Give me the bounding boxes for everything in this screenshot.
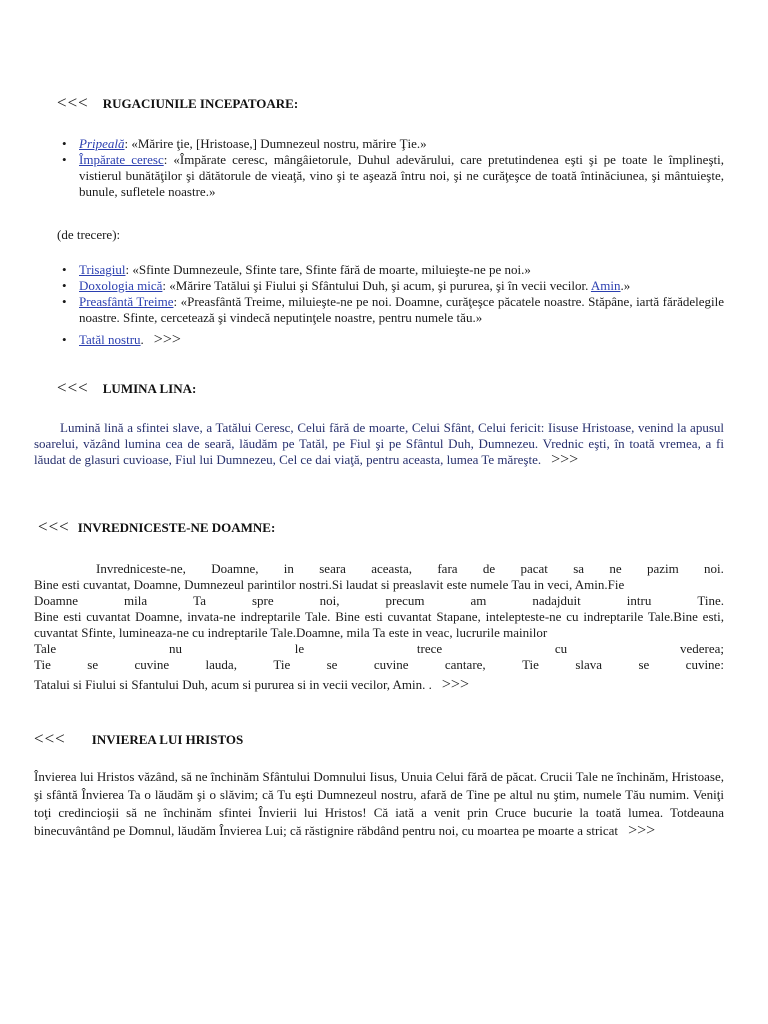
item-text: .» (620, 278, 631, 293)
text-line-4: Bine esti cuvantat Doamne, invata-ne indreptarile Tale. Bine esti cuvantat Stapane, intelepteste-ne cu indreptarile Tale.Bine esti, cuvantat Sfinte, lumineaza-ne cu indreptarile Tale.Doamne, mila Ta este in veac, lucrurile mainilor (34, 609, 724, 640)
link-pripeala[interactable]: Pripeală (79, 136, 125, 151)
item-text: : «Împărate ceresc, mângâietorule, Duhul adevărului, care pretutindenea eşti şi pe toate le împlineşti, vistierul bunătăţilor şi dătătorule de vieaţă, vino şi te aşează întru noi, şi ne curăţeşce de toată întinăciunea, şi mântuieşte, bunule, sufletele noastre.» (79, 152, 724, 199)
link-tatal-nostru[interactable]: Tatăl nostru (79, 332, 141, 347)
back-arrows-link[interactable]: <<< (34, 729, 66, 748)
back-arrows-link[interactable]: <<< (57, 93, 89, 112)
link-amin[interactable]: Amin (590, 278, 621, 293)
link-imparate-ceresc[interactable]: Împărate ceresc (79, 152, 164, 167)
text-line-6: Tie se cuvine lauda, Tie se cuvine cantare, Tie slava se cuvine: (34, 657, 724, 672)
forward-arrows-link[interactable]: >>> (441, 676, 469, 693)
text-line-5: Tale nu le trece cu vederea; (34, 641, 724, 656)
section-title-invredniceste: INVREDNICESTE-NE DOAMNE: (77, 520, 276, 535)
link-trisagiul[interactable]: Trisagiul (79, 262, 126, 277)
list-item-imparate-ceresc (62, 152, 724, 200)
invierea-text: Învierea lui Hristos văzând, să ne închinăm Sfântului Domnului Iisus, Unuia Celui fără de păcat. Crucii Tale ne închinăm, Hristoase, şi sfântă Învierea Ta o lăudăm şi o slăvim; că Tu eşti Dumnezeul nostru, afară de Tine pe altul nu ştim, numele Tău numim. Veniţi toţi credincioşii să ne închinăm sfintei Învierii lui Hristos! Că iată a venit prin Cruce bucurie la toată lumea. Totdeauna binecuvântând pe Domnul, lăudăm Învierea Lui; că răstignire răbdând pentru noi, cu moartea pe moarte a stricat (34, 769, 724, 838)
back-arrows-link[interactable]: <<< (57, 378, 89, 397)
item-text: : «Mărire ţie, [Hristoase,] Dumnezeul nostru, mărire Ţie.» (124, 136, 427, 151)
closing-text: Tatalui si Fiului si Sfantului Duh, acum si pururea si in vecii vecilor, Amin. . (34, 677, 432, 692)
forward-arrows-link[interactable]: >>> (153, 331, 181, 348)
forward-arrows-link[interactable]: >>> (551, 451, 579, 468)
section-title-invierea: INVIEREA LUI HRISTOS (91, 732, 244, 747)
de-trecere-label: (de trecere): (57, 227, 121, 242)
back-arrows-link[interactable]: <<< (38, 517, 70, 536)
list-item-pripeala (62, 136, 724, 152)
item-text: : «Sfinte Dumnezeule, Sfinte tare, Sfinte fără de moarte, miluieşte-ne pe noi.» (125, 262, 531, 277)
section-header-lumina-lina (57, 380, 196, 397)
lumina-lina-text: Lumină lină a sfintei slave, a Tatălui Ceresc, Celui fără de moarte, Celui Sfânt, Celui fericit: Iisuse Hristoase, venind la apusul soarelui, văzând lumina cea de seară, lăudăm pe Tatăl, pe Fiul şi pe Sfântul Duh, Dumnezeu. Vrednic eşti, în toată vremea, a fi lăudat de glasuri cuvioase, Fiul lui Dumnezeu, Cel ce dai viaţă, pentru aceasta, lumea Te măreşte. (34, 420, 724, 467)
invierea-body (34, 768, 724, 840)
forward-arrows-link[interactable]: >>> (628, 822, 656, 839)
item-text: : «Preasfântă Treime, miluieşte-ne pe noi. Doamne, curăţeşce păcatele noastre. Stăpâne, iartă fărădelegile noastre. Sfinte, cercetează şi vindecă neputinţele noastre, pentru numele tău.» (79, 294, 725, 325)
list-item-preasfanta-treime (62, 294, 724, 326)
link-doxologia-mica[interactable]: Doxologia mică (79, 278, 163, 293)
text-line-1: Invredniceste-ne, Doamne, in seara aceasta, fara de pacat sa ne pazim noi. (96, 561, 724, 576)
prayer-list-2 (62, 262, 724, 348)
text-line-7 (34, 677, 724, 693)
list-item-doxologia (62, 278, 724, 294)
list-item-tatal-nostru (62, 332, 724, 348)
section-header-invredniceste (38, 519, 275, 536)
item-text: : «Mărire Tatălui şi Fiului şi Sfântului Duh, şi acum, şi pururea, şi în vecii vecilor. (162, 278, 591, 293)
section-title-rugaciunile: RUGACIUNILE INCEPATOARE: (102, 96, 299, 111)
lumina-lina-body (34, 420, 724, 468)
list-item-trisagiul (62, 262, 724, 278)
link-preasfanta-treime[interactable]: Preasfântă Treime (79, 294, 174, 309)
item-text: . (140, 332, 144, 347)
prayer-list-1 (62, 136, 724, 200)
text-line-3: Doamne mila Ta spre noi, precum am nadajduit intru Tine. (34, 593, 724, 608)
invredniceste-body (34, 561, 724, 693)
section-header-rugaciunile (57, 95, 298, 112)
section-title-lumina-lina: LUMINA LINA: (102, 381, 197, 396)
text-line-2: Bine esti cuvantat, Doamne, Dumnezeul parintilor nostri.Si laudat si preaslavit este numele Tau in veci, Amin.Fie (34, 577, 625, 592)
section-header-invierea (34, 731, 243, 748)
